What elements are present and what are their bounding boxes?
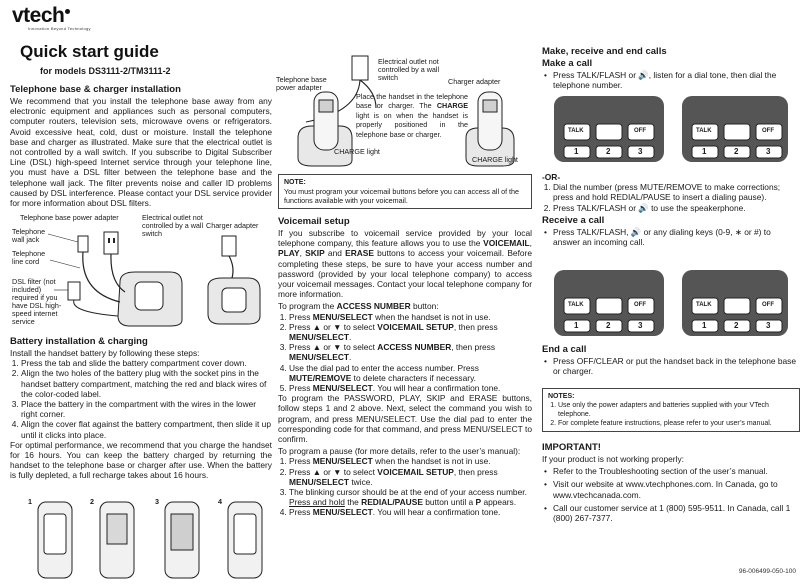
important-item: • Call our customer service at 1 (800) 595-9511. In Canada, call 1 (800) 267-7377.: [553, 503, 800, 523]
voicemail-intro: If you subscribe to voicemail service provided by your local telephone company, this feature allows you to use the VOICEMAIL, PLAY, SKIP and ERASE buttons to access your voicemail. Before completing these steps, be sure to have your access number and password (provided by your local telephone company) to access your voicemail messages. Contact your local telephone company for more information.: [278, 228, 532, 300]
key-3: 3: [638, 147, 643, 156]
label-wall-jack: Telephone wall jack: [12, 227, 46, 244]
off-key: OFF: [634, 302, 646, 308]
end-call-section: [542, 344, 800, 376]
battery-figures: [10, 494, 272, 580]
battery-intro: Install the handset battery by following these steps:: [10, 348, 200, 358]
key-1: 1: [574, 147, 579, 156]
key-1: 1: [702, 321, 707, 330]
keypad-figure-make: [552, 94, 792, 164]
battery-steps: [10, 358, 272, 440]
access-step: 2. Press ▲ or ▼ to select VOICEMAIL SETUP, then press MENU/SELECT.: [289, 322, 532, 342]
voicemail-section: [278, 216, 532, 518]
access-step: 1. Press MENU/SELECT when the handset is not in use.: [289, 312, 532, 322]
calls-section: [542, 46, 800, 90]
installation-figure: [10, 212, 272, 330]
label-base-adapter: Telephone base power adapter: [276, 75, 327, 92]
placement-instruction: Place the handset in the telephone base or charger. The CHARGE light is on when the handset is properly positioned in the telephone base or charger.: [356, 92, 468, 139]
make-call-heading: Make a call: [542, 58, 593, 69]
talk-key: TALK: [696, 128, 712, 134]
key-3: 3: [766, 147, 771, 156]
important-item: • Visit our website at www.vtechphones.com. In Canada, go to www.vtechcanada.com.: [553, 479, 800, 499]
end-call-list: [542, 356, 800, 376]
battery-fig-number: 3: [155, 497, 159, 506]
important-intro: If your product is not working properly:: [542, 454, 684, 464]
battery-fig-number: 2: [90, 497, 94, 506]
or-steps: [542, 182, 800, 213]
or-label: -OR-: [542, 172, 561, 182]
base-heading: Telephone base & charger installation: [10, 84, 181, 95]
talk-key: TALK: [568, 302, 584, 308]
note-item: 2. For complete feature instructions, please refer to your user’s manual.: [558, 419, 794, 428]
battery-heading: Battery installation & charging: [10, 336, 148, 347]
make-call-bullet: • Press TALK/FLASH or 🔊, listen for a dial tone, then dial the telephone number.: [553, 70, 800, 90]
note-body: You must program your voicemail buttons before you can access all of the functions available with your voicemail.: [284, 187, 520, 205]
battery-step: 3. Place the battery in the compartment with the wires in the lower right corner.: [21, 399, 272, 419]
key-2: 2: [606, 147, 611, 156]
label-line-cord: Telephone line cord: [12, 249, 46, 266]
pause-step: 4. Press MENU/SELECT. You will hear a confirmation tone.: [289, 507, 532, 517]
end-call-bullet: • Press OFF/CLEAR or put the handset back in the telephone base or charger.: [553, 356, 800, 376]
end-call-heading: End a call: [542, 344, 587, 355]
voicemail-note: [278, 174, 532, 209]
label-charger-adapter: Charger adapter: [448, 77, 501, 86]
important-item: • Refer to the Troubleshooting section of the user’s manual.: [553, 466, 800, 476]
off-key: OFF: [634, 128, 646, 134]
page-title: Quick start guide: [20, 42, 159, 61]
notes-list: [548, 401, 794, 428]
receive-call-heading: Receive a call: [542, 214, 605, 226]
battery-fig-number: 1: [28, 497, 32, 506]
column-right: [540, 0, 802, 581]
off-key: OFF: [762, 128, 774, 134]
vtech-logo: vtech Innovation Beyond Technology: [12, 4, 91, 31]
or-step: 2. Press TALK/FLASH or 🔊 to use the speakerphone.: [553, 203, 800, 213]
calls-heading: Make, receive and end calls: [542, 46, 667, 57]
access-step: 5. Press MENU/SELECT. You will hear a confirmation tone.: [289, 383, 532, 393]
label-charger-adapter: Charger adapter: [206, 221, 259, 230]
program-pause-text: To program a pause (for more details, refer to the user’s manual):: [278, 446, 521, 457]
key-3: 3: [638, 321, 643, 330]
document-number: 96-006499-050-100: [738, 568, 796, 575]
pause-step: 2. Press ▲ or ▼ to select VOICEMAIL SETUP, then press MENU/SELECT twice.: [289, 467, 532, 487]
key-2: 2: [606, 321, 611, 330]
important-heading: IMPORTANT!: [542, 442, 601, 453]
battery-step: 1. Press the tab and slide the battery compartment cover down.: [21, 358, 272, 368]
make-call-list: [542, 70, 800, 90]
model-numbers: for models DS3111-2/TM3111-2: [40, 66, 171, 76]
label-outlet: Electrical outlet not controlled by a wall switch: [142, 213, 204, 238]
battery-step: 2. Align the two holes of the battery plug with the socket pins in the handset battery compartment, matching the red and black wires of the color-coded label.: [21, 368, 272, 399]
label-base-adapter: Telephone base power adapter: [20, 213, 119, 222]
keypad-illustration: [552, 94, 792, 164]
note-title: NOTE:: [284, 179, 306, 186]
base-body: We recommend that you install the telephone base away from any electronic equipment and appliances such as personal computers, computer routers, television sets, microwave ovens or refrigerators. Avoid excessive heat, cold, dust or moisture. Install the telephone base and charger as illustrated. Make sure that the electrical outlet is not controlled by a wall switch. If you subscribe to Digital Subscriber Line (DSL) high-speed Internet service through your telephone line, you must have a DSL filter between the telephone base and the telephone wall jack. The filter prevents noise and caller ID problems caused by DSL interference. Please contact your DSL service provider for more information about DSL filters.: [10, 96, 272, 209]
key-2: 2: [734, 147, 739, 156]
charging-figure: [276, 52, 534, 170]
battery-section: [10, 336, 272, 481]
notes-title: NOTES:: [548, 393, 575, 400]
pause-steps: [278, 456, 532, 517]
base-installation-section: [10, 84, 272, 208]
label-charge-light-base: CHARGE light: [334, 147, 380, 156]
key-3: 3: [766, 321, 771, 330]
note-item: 1. Use only the power adapters and batteries supplied with your VTech telephone.: [558, 401, 794, 419]
notes-box: [542, 388, 800, 432]
pause-step: 3. The blinking cursor should be at the end of your access number. Press and hold the REDIAL/PAUSE button until a P appears.: [289, 487, 532, 507]
column-left: [10, 0, 272, 581]
key-1: 1: [574, 321, 579, 330]
key-2: 2: [734, 321, 739, 330]
keypad-illustration: [552, 268, 792, 338]
battery-after: For optimal performance, we recommend that you charge the handset for 16 hours. You can keep the battery charged by returning the handset to the telephone base or charger after use. When the battery is fully depleted, a full recharge takes about 16 hours.: [10, 439, 272, 481]
off-key: OFF: [762, 302, 774, 308]
voicemail-heading: Voicemail setup: [278, 216, 350, 227]
access-step: 4. Use the dial pad to enter the access number. Press MUTE/REMOVE to delete characters if necessary.: [289, 363, 532, 383]
or-section: [542, 172, 800, 247]
label-outlet: Electrical outlet not controlled by a wall switch: [378, 57, 440, 82]
talk-key: TALK: [696, 302, 712, 308]
talk-key: TALK: [568, 128, 584, 134]
important-list: [542, 466, 800, 523]
or-step: 1. Dial the number (press MUTE/REMOVE to make corrections; press and hold REDIAL/PAUSE to insert a dialing pause).: [553, 182, 800, 202]
access-steps: [278, 312, 532, 394]
key-1: 1: [702, 147, 707, 156]
battery-step: 4. Align the cover flat against the battery compartment, then slide it up until it clicks into place.: [21, 419, 272, 439]
program-password-text: To program the PASSWORD, PLAY, SKIP and ERASE buttons, follow steps 1 and 2 above. Next, select the command you wish to program, and press MENU/SELECT. Use the dial pad to enter the corresponding code for that command, and press MENU/SELECT to confirm.: [278, 393, 532, 445]
pause-step: 1. Press MENU/SELECT when the handset is not in use.: [289, 456, 532, 466]
receive-call-list: [542, 227, 800, 247]
battery-illustration: [10, 494, 272, 580]
label-dsl-filter: DSL filter (not included) required if you have DSL high-speed internet service: [12, 277, 62, 326]
keypad-figure-receive: [552, 268, 792, 338]
battery-fig-number: 4: [218, 497, 222, 506]
program-access-heading: To program the ACCESS NUMBER button:: [278, 301, 439, 312]
important-section: [542, 442, 800, 523]
receive-call-bullet: • Press TALK/FLASH, 🔊 or any dialing keys (0-9, ∗ or #) to answer an incoming call.: [553, 227, 800, 247]
column-middle: [276, 0, 534, 581]
access-step: 3. Press ▲ or ▼ to select ACCESS NUMBER, then press MENU/SELECT.: [289, 342, 532, 362]
label-charge-light-charger: CHARGE light: [472, 155, 518, 164]
